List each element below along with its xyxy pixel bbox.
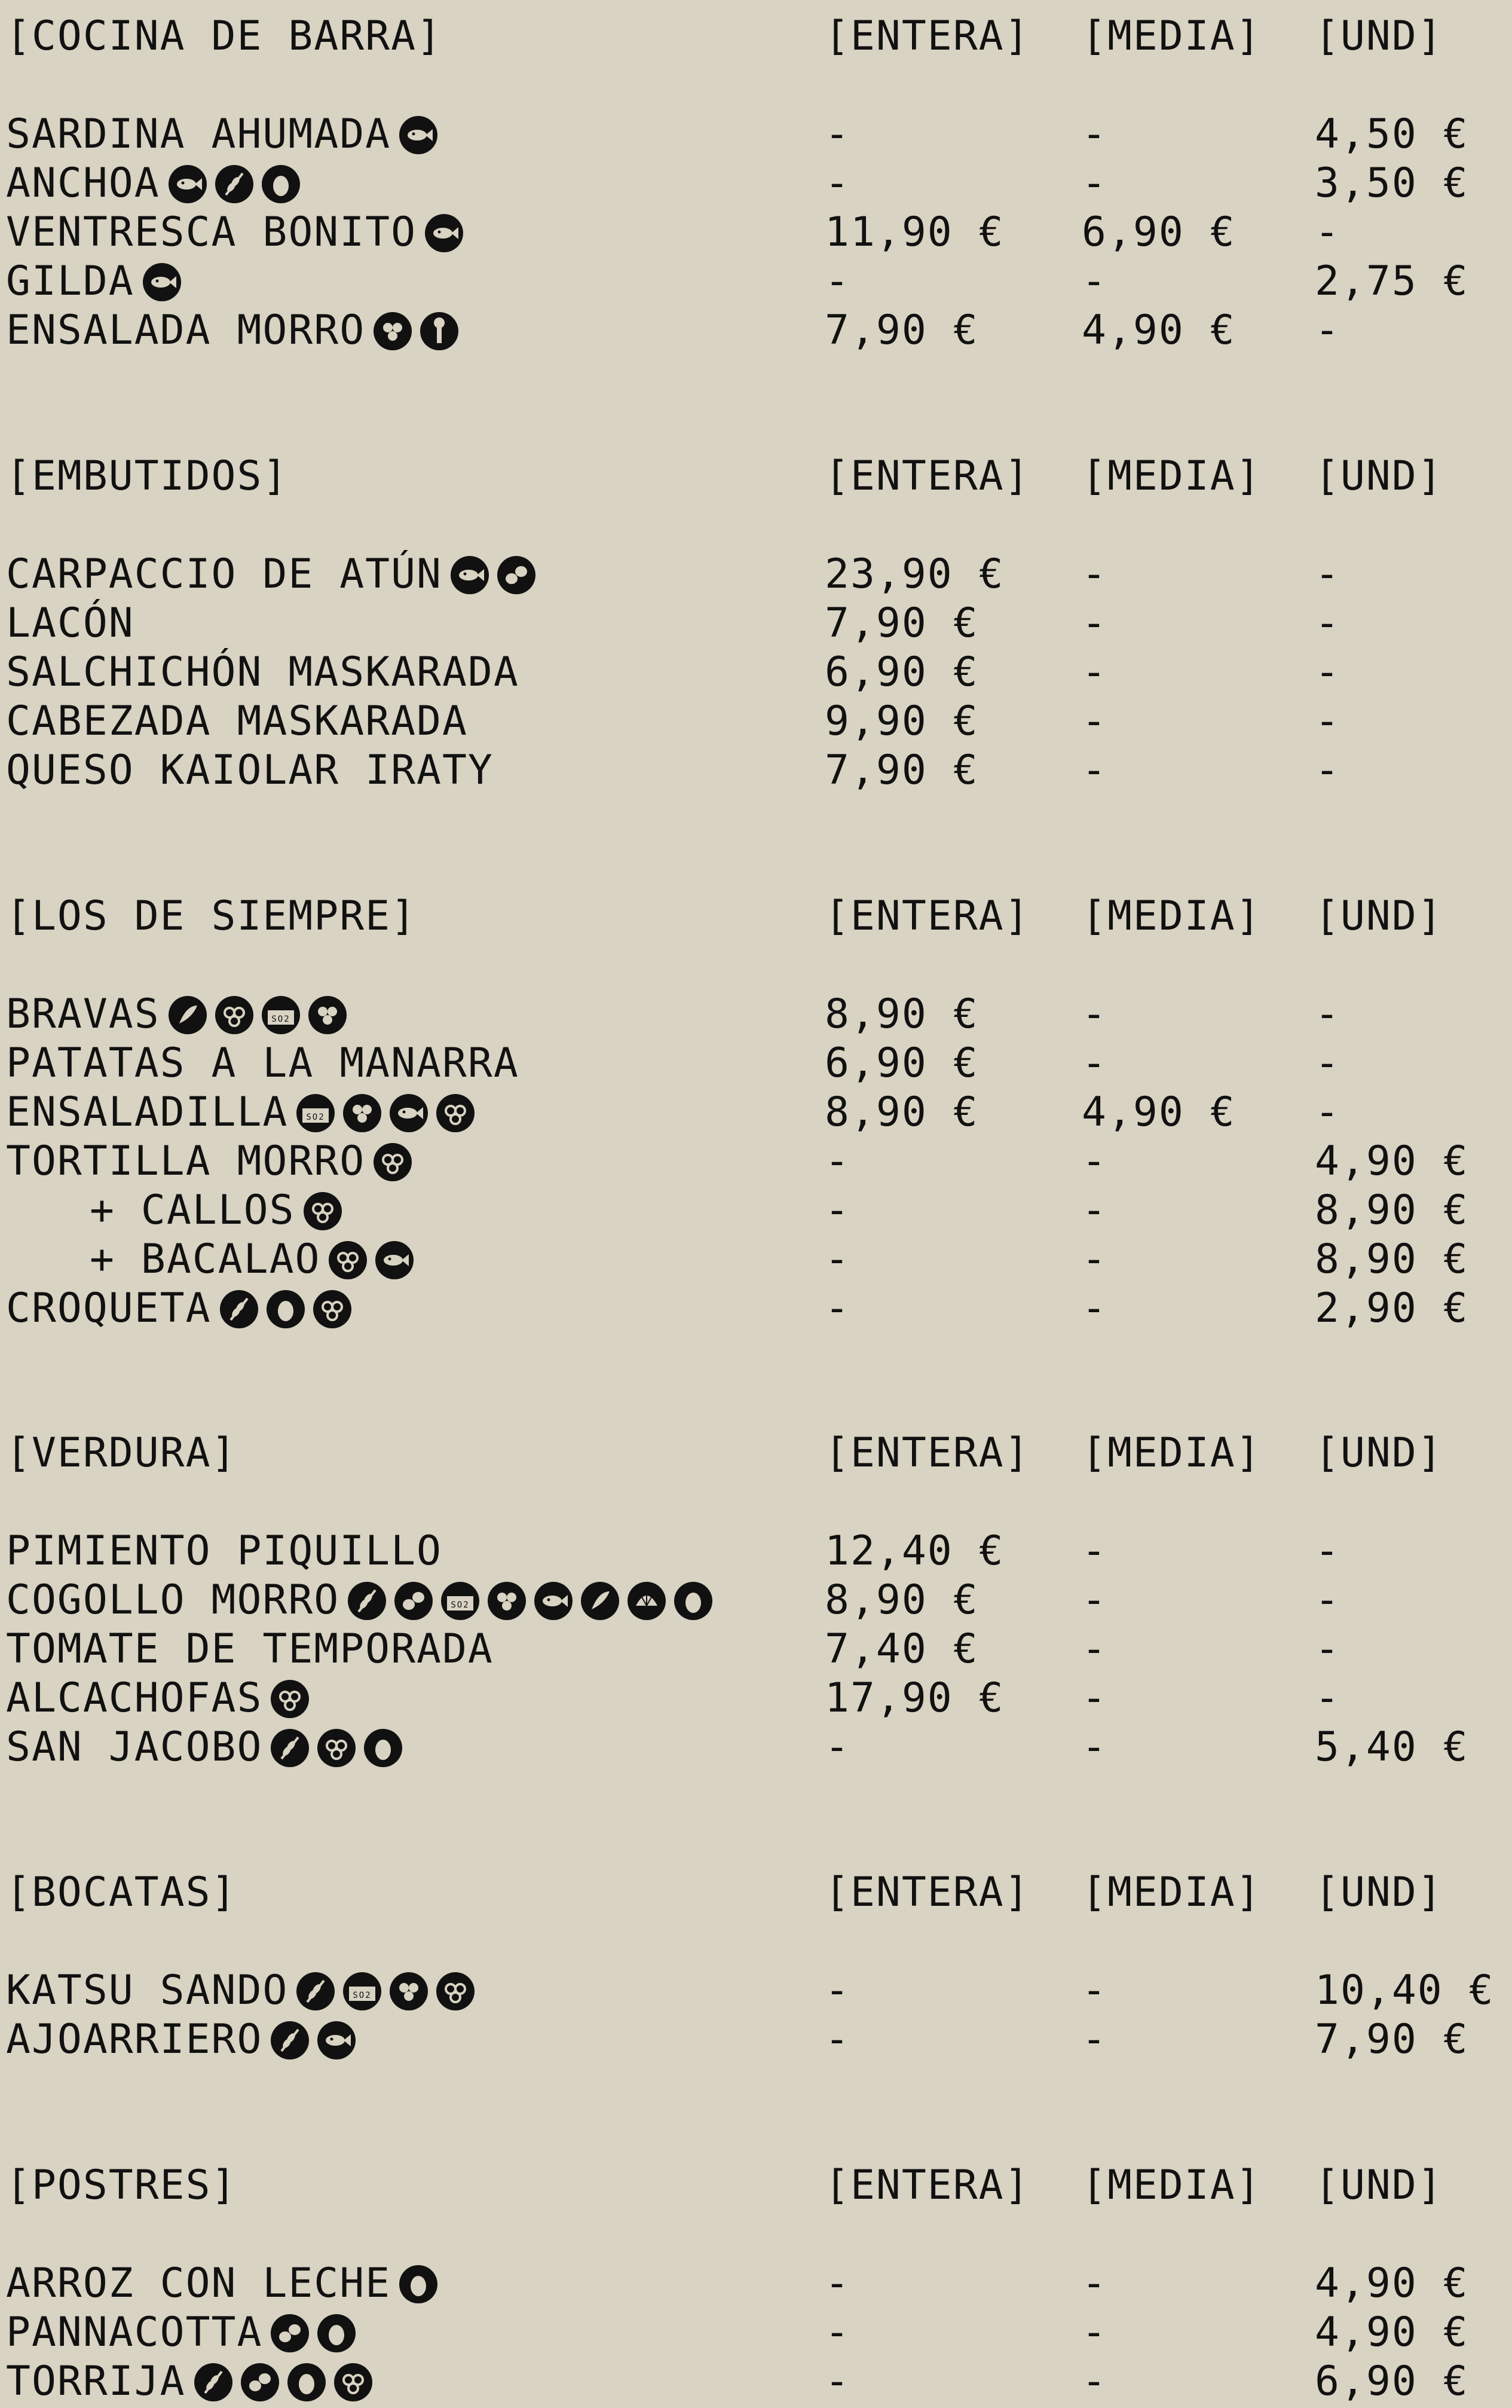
price-und: 5,40 € — [1315, 1724, 1469, 1771]
price-entera: - — [825, 2260, 850, 2307]
price-entera: 6,90 € — [825, 649, 979, 696]
item-name-cell — [6, 257, 189, 308]
price-media: - — [1082, 1967, 1107, 2014]
celery-icon — [420, 312, 458, 350]
price-entera: - — [825, 1187, 850, 1234]
section-header — [6, 2161, 1506, 2210]
price-und: - — [1315, 1625, 1340, 1673]
item-name-cell — [6, 1674, 317, 1725]
column-header-und: [UND] — [1315, 1869, 1443, 1916]
item-name: VENTRESCA BONITO — [6, 209, 417, 256]
item-name: TOMATE DE TEMPORADA — [6, 1625, 494, 1673]
menu-item-row — [6, 550, 1506, 599]
menu-item-row — [6, 1186, 1506, 1235]
shellfish-icon — [628, 1582, 666, 1620]
milk-icon — [374, 1143, 412, 1181]
allergen-icons — [374, 1135, 420, 1184]
allergen-icons — [296, 1086, 483, 1135]
column-header-media: [MEDIA] — [1082, 893, 1262, 940]
item-name: KATSU SANDO — [6, 1967, 289, 2014]
price-media: - — [1082, 111, 1107, 158]
milk-icon — [215, 996, 253, 1034]
price-entera: 8,90 € — [825, 1576, 979, 1624]
item-name: PATATAS A LA MANARRA — [6, 1040, 519, 1087]
allergen-icons — [271, 2306, 364, 2355]
sulphite-icon — [262, 996, 300, 1034]
price-media: - — [1082, 600, 1107, 647]
svg-text:SO2: SO2 — [353, 1990, 372, 2000]
price-und: - — [1315, 698, 1340, 745]
item-name-cell — [6, 2308, 364, 2359]
column-header-entera: [ENTERA] — [825, 1869, 1030, 1916]
price-und: - — [1315, 307, 1340, 354]
price-media: - — [1082, 991, 1107, 1038]
menu-item-row — [6, 1088, 1506, 1137]
price-entera: 7,90 € — [825, 600, 979, 647]
section-header — [6, 1868, 1506, 1917]
item-name: QUESO KAIOLAR IRATY — [6, 747, 494, 794]
menu-item-row — [6, 648, 1506, 697]
gluten-icon — [348, 1582, 386, 1620]
allergen-icons — [194, 2355, 381, 2404]
item-name: TORRIJA — [6, 2358, 186, 2405]
section-header — [6, 452, 1506, 501]
price-media: - — [1082, 1040, 1107, 1087]
menu-section — [6, 12, 1506, 355]
item-name: AJOARRIERO — [6, 2016, 263, 2063]
price-media: - — [1082, 1724, 1107, 1771]
item-name-cell — [6, 697, 468, 746]
column-header-und: [UND] — [1315, 453, 1443, 500]
allergen-icons — [425, 206, 472, 255]
menu-item-row — [6, 110, 1506, 159]
item-name-cell — [6, 2259, 446, 2310]
price-und: - — [1315, 1527, 1340, 1575]
peanut-icon — [241, 2363, 279, 2401]
column-header-media: [MEDIA] — [1082, 2162, 1262, 2209]
item-name-cell — [6, 2015, 364, 2066]
menu-item-row — [6, 2308, 1506, 2357]
item-name-cell — [6, 746, 494, 795]
price-und: 2,90 € — [1315, 1285, 1469, 1332]
item-name: SARDINA AHUMADA — [6, 111, 391, 158]
peanut-icon — [497, 556, 535, 594]
item-name-cell — [6, 306, 467, 357]
item-name-cell — [6, 1039, 519, 1088]
allergen-icons — [399, 2257, 446, 2306]
price-media: - — [1082, 1625, 1107, 1673]
item-name-cell — [6, 1966, 483, 2017]
item-name: CROQUETA — [6, 1285, 212, 1332]
price-entera: 7,90 € — [825, 747, 979, 794]
menu-section — [6, 2161, 1506, 2406]
sulphite-icon — [296, 1094, 335, 1132]
column-header-entera: [ENTERA] — [825, 2162, 1030, 2209]
gluten-icon — [296, 1972, 335, 2010]
price-und: - — [1315, 1089, 1340, 1136]
item-name: PIMIENTO PIQUILLO — [6, 1527, 442, 1575]
egg-icon — [317, 2314, 356, 2352]
item-name: CABEZADA MASKARADA — [6, 698, 468, 745]
menu-item-row — [6, 1674, 1506, 1723]
menu-item-row — [6, 1527, 1506, 1576]
item-name: + BACALAO — [90, 1236, 321, 1283]
item-name-cell — [6, 599, 134, 648]
column-header-entera: [ENTERA] — [825, 893, 1030, 940]
section-header — [6, 1429, 1506, 1478]
egg-icon — [399, 2265, 437, 2303]
gluten-icon — [271, 2021, 309, 2059]
allergen-icons — [451, 548, 544, 597]
price-media: - — [1082, 1576, 1107, 1624]
mustard-icon — [308, 996, 347, 1034]
allergen-icons — [271, 1721, 411, 1770]
price-und: 8,90 € — [1315, 1187, 1469, 1234]
menu-item-row — [6, 1039, 1506, 1088]
price-und: - — [1315, 209, 1340, 256]
fish-icon — [534, 1582, 573, 1620]
menu-item-row — [6, 2015, 1506, 2064]
column-header-entera: [ENTERA] — [825, 13, 1030, 60]
milk-icon — [334, 2363, 372, 2401]
menu-item-row — [6, 1966, 1506, 2015]
menu-item-row — [6, 2259, 1506, 2308]
menu-item-row — [6, 1576, 1506, 1625]
price-und: - — [1315, 1040, 1340, 1087]
price-und: - — [1315, 747, 1340, 794]
mustard-icon — [374, 312, 412, 350]
item-name: ARROZ CON LECHE — [6, 2260, 391, 2307]
price-und: 4,90 € — [1315, 2260, 1469, 2307]
column-header-media: [MEDIA] — [1082, 1429, 1262, 1477]
item-name-cell — [6, 1088, 483, 1139]
allergen-icons — [220, 1282, 360, 1331]
menu-item-row — [6, 990, 1506, 1039]
allergen-icons — [399, 108, 446, 157]
fish-icon — [451, 556, 489, 594]
price-media: - — [1082, 160, 1107, 207]
menu-item-row — [6, 746, 1506, 795]
price-media: - — [1082, 698, 1107, 745]
column-header-media: [MEDIA] — [1082, 453, 1262, 500]
item-name-cell — [6, 1235, 422, 1286]
price-entera: - — [825, 1724, 850, 1771]
section-title: [VERDURA] — [6, 1429, 237, 1477]
price-und: - — [1315, 1576, 1340, 1624]
allergen-icons — [374, 304, 467, 353]
price-entera: - — [825, 1967, 850, 2014]
price-entera: - — [825, 2358, 850, 2405]
price-und: 3,50 € — [1315, 160, 1469, 207]
fish-icon — [375, 1241, 414, 1279]
item-name-cell — [6, 550, 544, 601]
price-media: - — [1082, 747, 1107, 794]
item-name-cell — [6, 1186, 350, 1237]
price-entera: 12,40 € — [825, 1527, 1005, 1575]
milk-icon — [271, 1680, 309, 1718]
milk-icon — [313, 1290, 351, 1328]
price-media: - — [1082, 1285, 1107, 1332]
section-title: [LOS DE SIEMPRE] — [6, 893, 417, 940]
fish-icon — [399, 116, 437, 154]
column-header-und: [UND] — [1315, 893, 1443, 940]
item-name: SAN JACOBO — [6, 1724, 263, 1771]
price-und: 4,90 € — [1315, 2309, 1469, 2356]
menu-item-row — [6, 599, 1506, 648]
milk-icon — [436, 1094, 475, 1132]
price-media: - — [1082, 258, 1107, 305]
price-media: - — [1082, 551, 1107, 598]
menu-item-row — [6, 257, 1506, 306]
svg-text:SO2: SO2 — [271, 1014, 290, 1024]
menu-item-row — [6, 1723, 1506, 1772]
item-name-cell — [6, 990, 355, 1041]
column-header-media: [MEDIA] — [1082, 13, 1262, 60]
column-header-media: [MEDIA] — [1082, 1869, 1262, 1916]
price-entera: 8,90 € — [825, 1089, 979, 1136]
price-und: 4,50 € — [1315, 111, 1469, 158]
price-media: - — [1082, 1527, 1107, 1575]
item-name: ENSALADILLA — [6, 1089, 289, 1136]
milk-icon — [317, 1729, 356, 1767]
gluten-icon — [271, 1729, 309, 1767]
menu-section — [6, 452, 1506, 795]
price-media: - — [1082, 649, 1107, 696]
price-und: 4,90 € — [1315, 1138, 1469, 1185]
price-media: - — [1082, 1187, 1107, 1234]
egg-icon — [364, 1729, 402, 1767]
item-name-cell — [6, 1284, 360, 1335]
price-entera: - — [825, 111, 850, 158]
menu-item-row — [6, 2357, 1506, 2406]
price-media: 6,90 € — [1082, 209, 1236, 256]
mustard-icon — [390, 1972, 428, 2010]
fish-icon — [169, 165, 207, 203]
column-header-und: [UND] — [1315, 13, 1443, 60]
price-entera: 9,90 € — [825, 698, 979, 745]
sulphite-icon — [343, 1972, 381, 2010]
fish-icon — [425, 214, 463, 252]
price-entera: - — [825, 258, 850, 305]
sesame-icon — [169, 996, 207, 1034]
egg-icon — [287, 2363, 326, 2401]
price-entera: 7,90 € — [825, 307, 979, 354]
section-title: [EMBUTIDOS] — [6, 453, 289, 500]
allergen-icons — [143, 255, 189, 304]
price-entera: 6,90 € — [825, 1040, 979, 1087]
egg-icon — [262, 165, 300, 203]
section-title: [POSTRES] — [6, 2162, 237, 2209]
price-und: - — [1315, 551, 1340, 598]
allergen-icons — [169, 988, 355, 1037]
item-name: LACÓN — [6, 600, 134, 647]
milk-icon — [329, 1241, 367, 1279]
allergen-icons — [271, 2013, 364, 2062]
item-name: COGOLLO MORRO — [6, 1576, 340, 1624]
column-header-und: [UND] — [1315, 1429, 1443, 1477]
peanut-icon — [271, 2314, 309, 2352]
column-header-und: [UND] — [1315, 2162, 1443, 2209]
column-header-entera: [ENTERA] — [825, 1429, 1030, 1477]
price-und: 6,90 € — [1315, 2358, 1469, 2405]
fish-icon — [390, 1094, 428, 1132]
price-media: 4,90 € — [1082, 307, 1236, 354]
price-und: 2,75 € — [1315, 258, 1469, 305]
menu-item-row — [6, 697, 1506, 746]
price-entera: - — [825, 1285, 850, 1332]
item-name-cell — [6, 1723, 411, 1774]
price-media: - — [1082, 1674, 1107, 1722]
price-entera: - — [825, 2016, 850, 2063]
item-name: GILDA — [6, 258, 134, 305]
price-und: - — [1315, 991, 1340, 1038]
item-name-cell — [6, 110, 446, 161]
allergen-icons — [169, 157, 308, 206]
item-name: SALCHICHÓN MASKARADA — [6, 649, 519, 696]
gluten-icon — [215, 165, 253, 203]
price-media: - — [1082, 2260, 1107, 2307]
menu-item-row — [6, 306, 1506, 355]
item-name-cell — [6, 208, 472, 259]
svg-text:SO2: SO2 — [306, 1112, 325, 1122]
item-name: CARPACCIO DE ATÚN — [6, 551, 442, 598]
gluten-icon — [220, 1290, 258, 1328]
price-und: - — [1315, 600, 1340, 647]
price-entera: - — [825, 2309, 850, 2356]
allergen-icons — [348, 1574, 721, 1623]
menu-section — [6, 1868, 1506, 2064]
price-media: - — [1082, 2016, 1107, 2063]
price-entera: 11,90 € — [825, 209, 1005, 256]
item-name: ALCACHOFAS — [6, 1674, 263, 1722]
gluten-icon — [194, 2363, 232, 2401]
menu-item-row — [6, 1137, 1506, 1186]
menu-section — [6, 892, 1506, 1333]
mustard-icon — [343, 1094, 381, 1132]
section-title: [COCINA DE BARRA] — [6, 13, 442, 60]
price-entera: 17,90 € — [825, 1674, 1005, 1722]
sesame-icon — [581, 1582, 619, 1620]
egg-icon — [267, 1290, 305, 1328]
peanut-icon — [394, 1582, 433, 1620]
item-name-cell — [6, 2357, 381, 2408]
item-name: + CALLOS — [90, 1187, 295, 1234]
section-header — [6, 12, 1506, 61]
price-und: 8,90 € — [1315, 1236, 1469, 1283]
svg-text:SO2: SO2 — [451, 1600, 470, 1610]
price-und: 7,90 € — [1315, 2016, 1469, 2063]
price-und: - — [1315, 649, 1340, 696]
allergen-icons — [271, 1672, 317, 1721]
allergen-icons — [304, 1184, 350, 1233]
fish-icon — [143, 263, 181, 301]
menu-item-row — [6, 159, 1506, 208]
price-media: - — [1082, 1236, 1107, 1283]
price-media: - — [1082, 2358, 1107, 2405]
item-name: TORTILLA MORRO — [6, 1138, 366, 1185]
menu-item-row — [6, 1235, 1506, 1284]
price-media: - — [1082, 1138, 1107, 1185]
item-name-cell — [6, 1625, 494, 1674]
price-entera: 7,40 € — [825, 1625, 979, 1673]
allergen-icons — [296, 1964, 483, 2013]
item-name: ENSALADA MORRO — [6, 307, 366, 354]
price-media: 4,90 € — [1082, 1089, 1236, 1136]
sulphite-icon — [441, 1582, 479, 1620]
menu-item-row — [6, 1284, 1506, 1333]
item-name-cell — [6, 1576, 721, 1627]
section-header — [6, 892, 1506, 941]
item-name-cell — [6, 1527, 442, 1576]
price-entera: - — [825, 1138, 850, 1185]
menu-item-row — [6, 208, 1506, 257]
item-name: ANCHOA — [6, 160, 160, 207]
column-header-entera: [ENTERA] — [825, 453, 1030, 500]
milk-icon — [436, 1972, 475, 2010]
price-und: 10,40 € — [1315, 1967, 1495, 2014]
price-entera: - — [825, 1236, 850, 1283]
mustard-icon — [488, 1582, 526, 1620]
item-name: PANNACOTTA — [6, 2309, 263, 2356]
item-name-cell — [6, 648, 519, 697]
egg-icon — [674, 1582, 712, 1620]
price-und: - — [1315, 1674, 1340, 1722]
milk-icon — [304, 1192, 342, 1230]
price-media: - — [1082, 2309, 1107, 2356]
price-entera: - — [825, 160, 850, 207]
fish-icon — [317, 2021, 356, 2059]
allergen-icons — [329, 1233, 422, 1282]
menu-section — [6, 1429, 1506, 1772]
item-name-cell — [6, 1137, 420, 1188]
menu-item-row — [6, 1625, 1506, 1674]
section-title: [BOCATAS] — [6, 1869, 237, 1916]
item-name: BRAVAS — [6, 991, 160, 1038]
price-entera: 8,90 € — [825, 991, 979, 1038]
price-entera: 23,90 € — [825, 551, 1005, 598]
item-name-cell — [6, 159, 308, 210]
